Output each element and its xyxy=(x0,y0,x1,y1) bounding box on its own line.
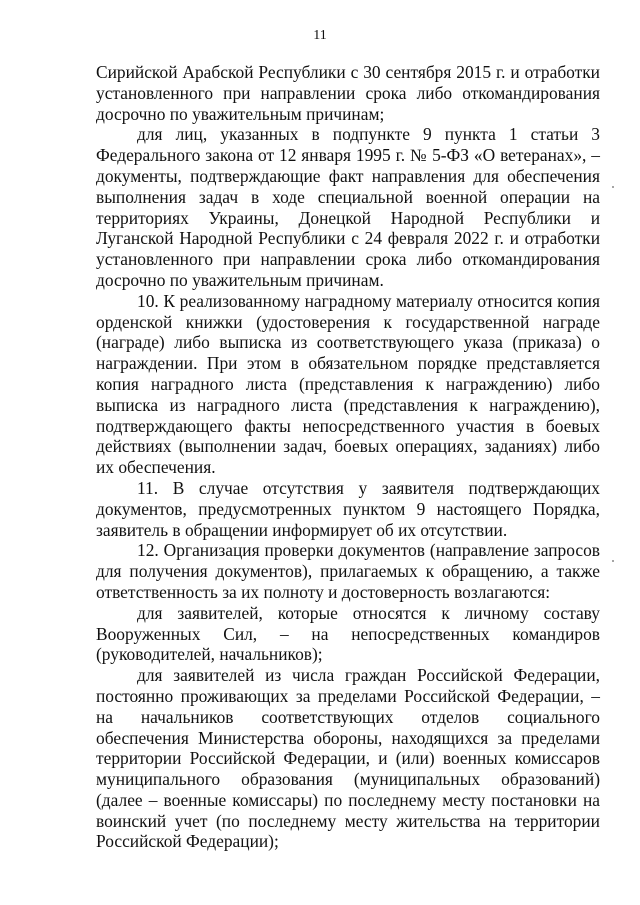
paragraph-12-verification: 12. Организация проверки документов (направление запросов для получения документов), прилагаемых к обращению, а также ответственность за их полноту и достоверность возлагаются: xyxy=(96,540,600,602)
paragraph-syria-continuation: Сирийской Арабской Республики с 30 сентября 2015 г. и отработки установленного при направлении срока либо откомандирования досрочно по уважительным причинам; xyxy=(96,62,600,124)
scan-speck xyxy=(612,186,614,188)
paragraph-11-missing-documents: 11. В случае отсутствия у заявителя подтверждающих документов, предусмотренных пунктом 9 настоящего Порядка, заявитель в обращении информирует об их отсутствии. xyxy=(96,477,600,540)
page-number: 11 xyxy=(313,28,327,43)
document-body xyxy=(96,62,600,852)
paragraph-10-award-materials: 10. К реализованному наградному материалу относится копия орденской книжки (удостоверения к государственной награде (награде) либо выписка из соответствующего указа (приказа) о награждении. При этом в обязательном порядке представляется копия наградного листа (представления к награждению) либо выписка из наградного листа (представления к награждению), подтверждающего факты непосредственного участия в боевых действиях (выполнении задач, боевых операциях, заданиях) либо их обеспечения. xyxy=(96,290,600,478)
paragraph-special-operation-veterans: для лиц, указанных в подпункте 9 пункта 1 статьи 3 Федерального закона от 12 января 1995 г. № 5-ФЗ «О ветеранах», – документы, подтверждающие факт направления для обеспечения выполнения задач в ходе специальной военной операции на территориях Украины, Донецкой Народной Республики и Луганской Народной Республики с 24 февраля 2022 г. и отработки установленного при направлении срока либо откомандирования досрочно по уважительным причинам. xyxy=(96,124,600,290)
scan-speck xyxy=(612,560,614,562)
paragraph-citizens-abroad: для заявителей из числа граждан Российской Федерации, постоянно проживающих за пределами Российской Федерации, – на начальников соответствующих отделов социального обеспечения Министерства обороны, находящихся за пределами территории Российской Федерации, и (или) военных комиссаров муниципального образования (муниципальных образований) (далее – военные комиссары) по последнему месту постановки на воинский учет (по последнему месту жительства на территории Российской Федерации); xyxy=(96,665,600,852)
paragraph-armed-forces-applicants: для заявителей, которые относятся к личному составу Вооруженных Сил, – на непосредственных командиров (руководителей, начальников); xyxy=(96,602,600,665)
